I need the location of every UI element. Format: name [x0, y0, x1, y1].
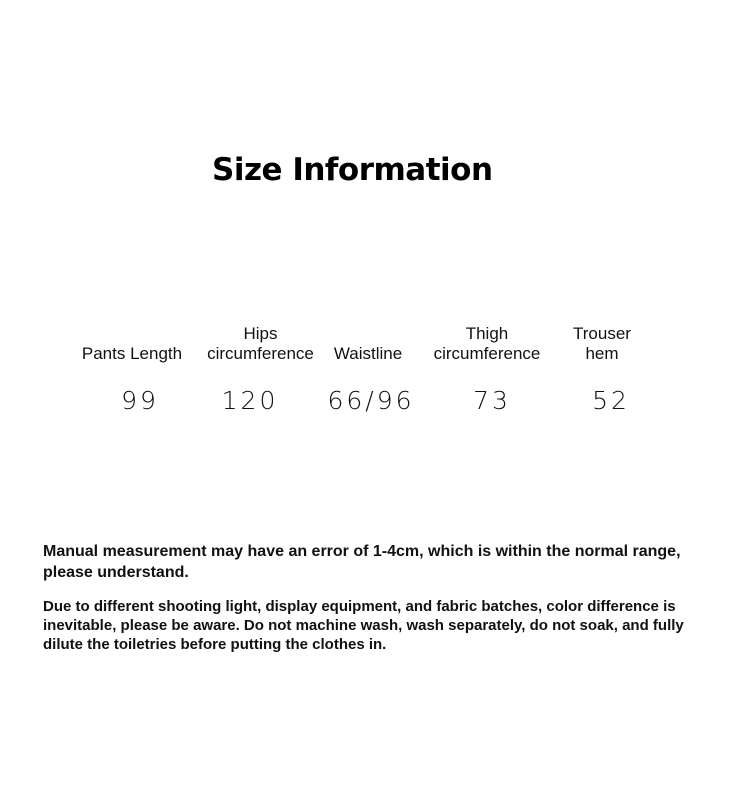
header-pants-length: Pants Length — [81, 344, 183, 363]
page-title: Size Information — [212, 152, 493, 188]
header-waistline: Waistline — [333, 344, 403, 363]
header-thigh-circumference: Thigh circumference — [433, 324, 541, 363]
header-hips-circumference: Hips circumference — [207, 324, 314, 363]
header-trouser-hem: Trouser hem — [573, 324, 631, 363]
value-pants-length: 99 — [121, 386, 159, 415]
value-thigh-circumference: 73 — [473, 386, 511, 415]
measurement-note: Manual measurement may have an error of 1-4cm, which is within the normal range, please understand. — [43, 543, 681, 581]
value-waistline: 66/96 — [327, 386, 415, 415]
value-hips-circumference: 120 — [221, 386, 279, 415]
care-note: Due to different shooting light, display equipment, and fabric batches, color difference is inevitable, please be aware. Do not machine wash, wash separately, do not soak, and fully dilute the toiletries before putting the clothes in. — [43, 598, 684, 653]
value-trouser-hem: 52 — [592, 386, 630, 415]
